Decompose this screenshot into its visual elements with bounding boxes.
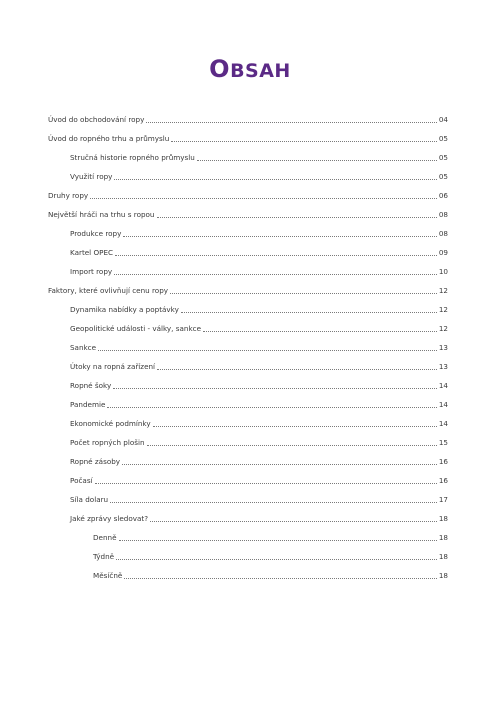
toc-entry[interactable] <box>48 182 448 201</box>
toc-entry[interactable] <box>48 144 448 163</box>
toc-dot-leader <box>110 502 437 503</box>
toc-entry[interactable] <box>48 505 448 524</box>
toc-dot-leader <box>124 578 437 579</box>
toc-dot-leader <box>157 369 437 370</box>
toc-dot-leader <box>170 293 437 294</box>
toc-entry-page-number: 16 <box>438 476 448 485</box>
toc-entry[interactable] <box>48 296 448 315</box>
toc-dot-leader <box>153 426 437 427</box>
toc-dot-leader <box>147 445 437 446</box>
toc-entry-label: Geopolitické události - války, sankce <box>70 324 201 333</box>
toc-entry-page-number: 17 <box>438 495 448 504</box>
toc-entry[interactable] <box>48 315 448 334</box>
toc-entry-label: Měsíčně <box>93 571 123 580</box>
toc-entry-label: Stručná historie ropného průmyslu <box>70 153 195 162</box>
toc-entry-label: Útoky na ropná zařízení <box>70 362 156 371</box>
page-title <box>0 55 500 83</box>
toc-entry-page-number: 14 <box>438 400 448 409</box>
toc-dot-leader <box>150 521 437 522</box>
toc-dot-leader <box>123 236 436 237</box>
toc-entry-label: Týdně <box>93 552 115 561</box>
toc-entry-label: Denně <box>93 533 117 542</box>
toc-entry-page-number: 04 <box>438 115 448 124</box>
toc-entry-page-number: 08 <box>438 229 448 238</box>
toc-entry-label: Úvod do obchodování ropy <box>48 115 145 124</box>
toc-dot-leader <box>119 540 437 541</box>
toc-entry[interactable] <box>48 467 448 486</box>
toc-entry[interactable] <box>48 239 448 258</box>
toc-dot-leader <box>114 179 436 180</box>
toc-dot-leader <box>157 217 437 218</box>
toc-dot-leader <box>203 331 437 332</box>
toc-entry-page-number: 12 <box>438 324 448 333</box>
toc-entry-label: Síla dolaru <box>70 495 109 504</box>
toc-entry-label: Největší hráči na trhu s ropou <box>48 210 155 219</box>
toc-dot-leader <box>107 407 436 408</box>
toc-dot-leader <box>197 160 437 161</box>
toc-entry-page-number: 18 <box>438 514 448 523</box>
toc-entry-page-number: 05 <box>438 134 448 143</box>
toc-dot-leader <box>114 274 437 275</box>
toc-entry-label: Pandemie <box>70 400 106 409</box>
toc-entry[interactable] <box>48 429 448 448</box>
toc-entry[interactable] <box>48 106 448 125</box>
toc-entry-page-number: 14 <box>438 381 448 390</box>
table-of-contents <box>48 106 448 581</box>
toc-entry-label: Produkce ropy <box>70 229 122 238</box>
toc-entry-page-number: 15 <box>438 438 448 447</box>
toc-entry[interactable] <box>48 258 448 277</box>
toc-entry[interactable] <box>48 543 448 562</box>
toc-entry-label: Využití ropy <box>70 172 113 181</box>
toc-entry-page-number: 09 <box>438 248 448 257</box>
toc-dot-leader <box>98 350 437 351</box>
toc-entry[interactable] <box>48 410 448 429</box>
toc-entry[interactable] <box>48 391 448 410</box>
toc-entry-label: Jaké zprávy sledovat? <box>70 514 149 523</box>
toc-entry-page-number: 18 <box>438 533 448 542</box>
toc-entry-label: Import ropy <box>70 267 113 276</box>
toc-entry-page-number: 13 <box>438 343 448 352</box>
page-title-initial: O <box>209 55 231 83</box>
toc-entry-page-number: 06 <box>438 191 448 200</box>
toc-entry-page-number: 16 <box>438 457 448 466</box>
toc-entry-page-number: 13 <box>438 362 448 371</box>
toc-dot-leader <box>122 464 437 465</box>
toc-entry-page-number: 10 <box>438 267 448 276</box>
toc-entry-label: Počasí <box>70 476 93 485</box>
toc-entry-page-number: 05 <box>438 153 448 162</box>
toc-entry[interactable] <box>48 201 448 220</box>
toc-entry[interactable] <box>48 486 448 505</box>
toc-entry[interactable] <box>48 125 448 144</box>
toc-dot-leader <box>146 122 437 123</box>
toc-entry-label: Ropné zásoby <box>70 457 121 466</box>
toc-entry-label: Dynamika nabídky a poptávky <box>70 305 179 314</box>
toc-entry[interactable] <box>48 220 448 239</box>
toc-entry-label: Faktory, které ovlivňují cenu ropy <box>48 286 169 295</box>
toc-entry-label: Druhy ropy <box>48 191 89 200</box>
toc-entry[interactable] <box>48 524 448 543</box>
toc-entry[interactable] <box>48 163 448 182</box>
toc-entry-label: Úvod do ropného trhu a průmyslu <box>48 134 170 143</box>
toc-entry[interactable] <box>48 562 448 581</box>
toc-entry-page-number: 18 <box>438 552 448 561</box>
toc-dot-leader <box>171 141 437 142</box>
toc-dot-leader <box>113 388 437 389</box>
toc-entry[interactable] <box>48 372 448 391</box>
toc-entry-page-number: 12 <box>438 286 448 295</box>
toc-entry-page-number: 14 <box>438 419 448 428</box>
toc-dot-leader <box>115 255 437 256</box>
toc-entry[interactable] <box>48 334 448 353</box>
toc-dot-leader <box>181 312 437 313</box>
toc-entry-label: Počet ropných plošin <box>70 438 145 447</box>
toc-entry-page-number: 12 <box>438 305 448 314</box>
toc-entry[interactable] <box>48 353 448 372</box>
page-title-rest: BSAH <box>230 60 291 82</box>
toc-entry-page-number: 08 <box>438 210 448 219</box>
toc-dot-leader <box>95 483 437 484</box>
toc-entry-label: Kartel OPEC <box>70 248 114 257</box>
toc-entry-label: Ropné šoky <box>70 381 112 390</box>
toc-entry-label: Ekonomické podmínky <box>70 419 151 428</box>
toc-entry[interactable] <box>48 277 448 296</box>
toc-entry-page-number: 18 <box>438 571 448 580</box>
toc-entry-page-number: 05 <box>438 172 448 181</box>
toc-dot-leader <box>90 198 437 199</box>
toc-entry-label: Sankce <box>70 343 97 352</box>
toc-dot-leader <box>116 559 437 560</box>
toc-entry[interactable] <box>48 448 448 467</box>
